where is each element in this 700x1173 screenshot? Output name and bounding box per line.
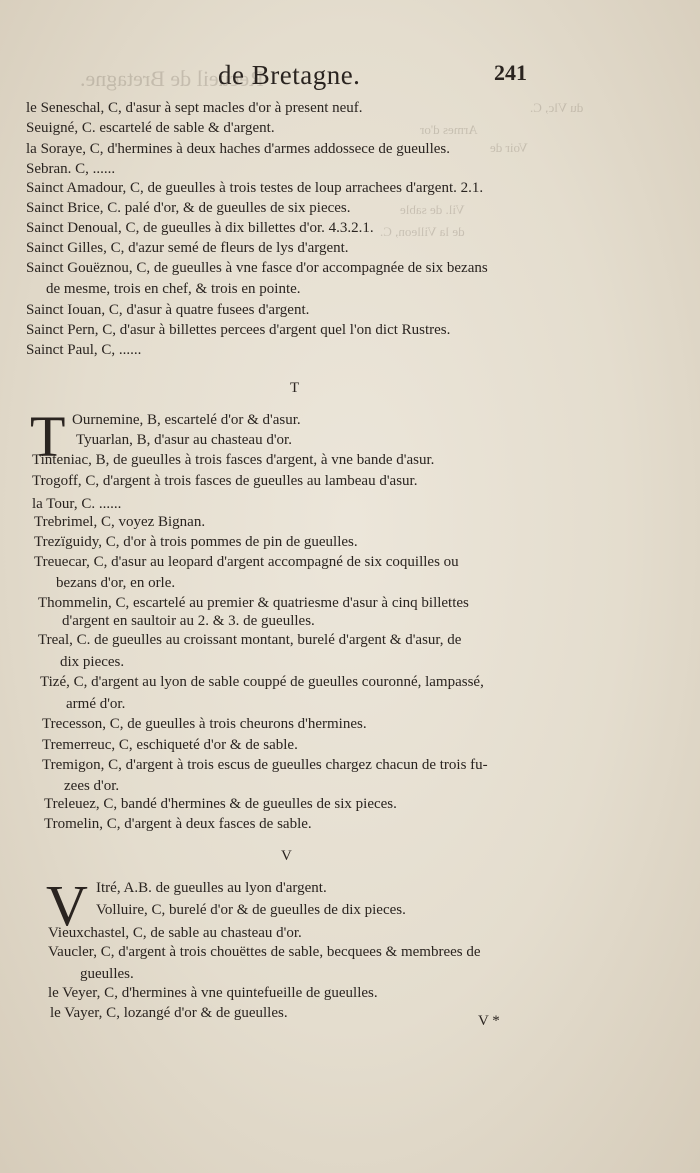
- entry-line: le Seneschal, C, d'asur à sept macles d'or à present neuf.: [26, 100, 363, 116]
- entry-line: Tyuarlan, B, d'asur au chasteau d'or.: [76, 432, 292, 448]
- entry-line: Treleuez, C, bandé d'hermines & de gueulles de six pieces.: [44, 796, 397, 812]
- entry-line: bezans d'or, en orle.: [56, 575, 176, 591]
- drop-capital-t: T: [30, 404, 66, 469]
- entry-line: Tromelin, C, d'argent à deux fasces de sable.: [44, 816, 312, 832]
- entry-line: Itré, A.B. de gueulles au lyon d'argent.: [96, 880, 327, 896]
- entry-line: d'argent en saultoir au 2. & 3. de gueulles.: [62, 613, 315, 629]
- entry-line: le Vayer, C, lozangé d'or & de gueulles.: [50, 1005, 288, 1021]
- section-heading-v: V: [281, 848, 292, 864]
- entry-line: Tizé, C, d'argent au lyon de sable couppé de gueulles couronné, lampassé,: [40, 674, 484, 690]
- entry-line: Trogoff, C, d'argent à trois fasces de gueulles au lambeau d'asur.: [32, 473, 418, 489]
- entry-line: Sainct Gouëznou, C, de gueulles à vne fasce d'or accompagnée de six bezans: [26, 260, 488, 276]
- entry-line: Volluire, C, burelé d'or & de gueulles de dix pieces.: [96, 902, 406, 918]
- entry-line: Treuecar, C, d'asur au leopard d'argent accompagné de six coquilles ou: [34, 554, 459, 570]
- entry-line: Seuigné, C. escartelé de sable & d'argent.: [26, 120, 275, 136]
- page-number: 241: [494, 60, 527, 85]
- entry-line: Sebran. C, ......: [26, 161, 116, 177]
- entry-line: Trecesson, C, de gueulles à trois cheurons d'hermines.: [42, 716, 367, 732]
- entry-line: le Veyer, C, d'hermines à vne quintefueille de gueulles.: [48, 985, 378, 1001]
- entry-line: Sainct Paul, C, ......: [26, 342, 142, 358]
- entry-line: Treal, C. de gueulles au croissant montant, burelé d'argent & d'asur, de: [38, 632, 462, 648]
- entry-line: Trezïguidy, C, d'or à trois pommes de pin de gueulles.: [34, 534, 358, 550]
- section-heading-t: T: [290, 380, 300, 396]
- entry-line: Tinteniac, B, de gueulles à trois fasces d'argent, à vne bande d'asur.: [32, 452, 435, 468]
- bleed-through-text: Voir de: [490, 140, 528, 155]
- entry-line: Tremigon, C, d'argent à trois escus de gueulles chargez chacun de trois fu-: [42, 757, 488, 773]
- entry-line: Vieuxchastel, C, de sable au chasteau d'or.: [48, 925, 302, 941]
- entry-line: Thommelin, C, escartelé au premier & quatriesme d'asur à cinq billettes: [38, 595, 469, 611]
- entry-line: Sainct Denoual, C, de gueulles à dix billettes d'or. 4.3.2.1.: [26, 220, 374, 236]
- entry-line: Ournemine, B, escartelé d'or & d'asur.: [72, 412, 301, 428]
- entry-line: Sainct Pern, C, d'asur à billettes percees d'argent quel l'on dict Rustres.: [26, 322, 451, 338]
- catchword: V *: [478, 1013, 500, 1029]
- entry-line: Sainct Gilles, C, d'azur semé de fleurs de lys d'argent.: [26, 240, 349, 256]
- bleed-through-text: Armes d'or: [420, 122, 478, 137]
- entry-line: Sainct Amadour, C, de gueulles à trois testes de loup arrachees d'argent. 2.1.: [26, 180, 484, 196]
- entry-line: armé d'or.: [66, 696, 126, 712]
- bleed-through-text: Recueil de Bretagne.: [80, 66, 264, 91]
- entry-line: Sainct Brice, C. palé d'or, & de gueulles de six pieces.: [26, 200, 351, 216]
- page-header: [0, 58, 700, 98]
- bleed-through-text: de la Villeon, C.: [380, 224, 465, 239]
- entry-line: dix pieces.: [60, 654, 125, 670]
- entry-line: Vaucler, C, d'argent à trois chouëttes de sable, becquees & membrees de: [48, 944, 481, 960]
- entry-line: Tremerreuc, C, eschiqueté d'or & de sable.: [42, 737, 298, 753]
- entry-line: Sainct Iouan, C, d'asur à quatre fusees d'argent.: [26, 302, 310, 318]
- entry-line: gueulles.: [80, 966, 134, 982]
- entry-line: la Tour, C. ......: [32, 496, 122, 512]
- entry-line: de mesme, trois en chef, & trois en pointe.: [46, 281, 301, 297]
- running-title: de Bretagne.: [218, 60, 361, 90]
- drop-capital-v: V: [46, 873, 88, 938]
- entry-line: la Soraye, C, d'hermines à deux haches d'armes addossece de gueulles.: [26, 141, 451, 157]
- bleed-through-text: du Vlc, C.: [530, 100, 584, 115]
- entry-line: Trebrimel, C, voyez Bignan.: [34, 514, 206, 530]
- bleed-through-text: Vil. de sable: [400, 202, 465, 217]
- entry-line: zees d'or.: [64, 778, 120, 794]
